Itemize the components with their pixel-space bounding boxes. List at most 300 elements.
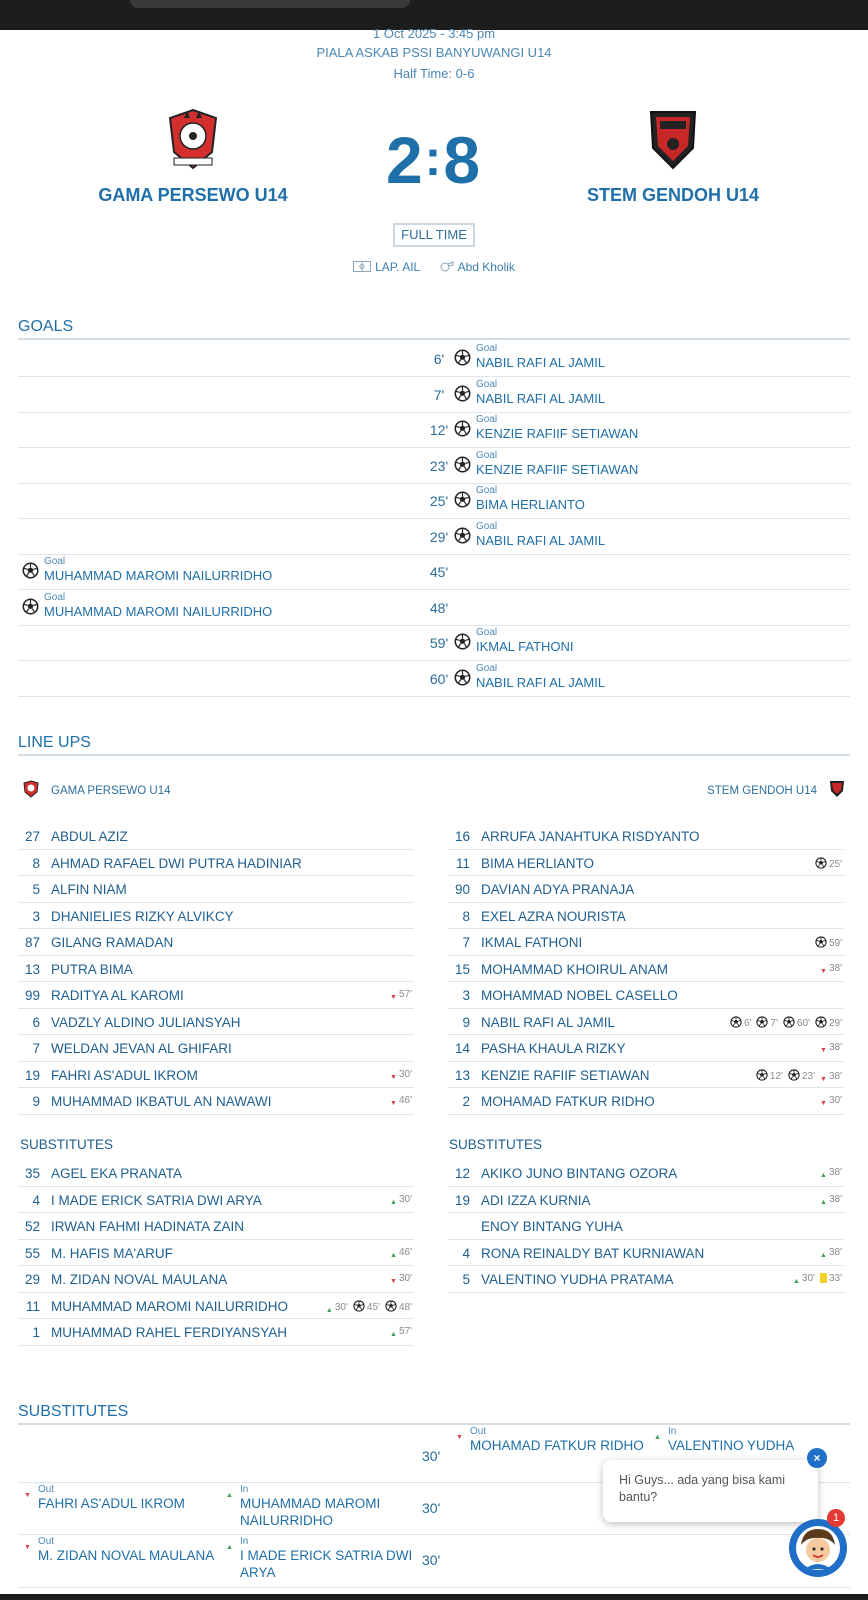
goal-ball — [454, 349, 471, 366]
event-minute: 38' — [828, 1167, 842, 1178]
goal-scorer[interactable]: KENZIE RAFIIF SETIAWAN — [476, 426, 639, 441]
player-row[interactable] — [448, 1088, 844, 1115]
match-status-badge: FULL TIME — [393, 223, 475, 247]
event-out — [820, 1095, 842, 1107]
arrow-up-icon: ▲ — [390, 1198, 397, 1206]
event-minute: 12' — [769, 1070, 783, 1082]
substitution-in[interactable] — [226, 1484, 381, 1528]
event-in — [820, 1167, 842, 1179]
player-name[interactable]: I MADE ERICK SATRIA DWI ARYA — [51, 1192, 262, 1208]
goal-scorer[interactable]: MUHAMMAD MAROMI NAILURRIDHO — [44, 568, 273, 583]
goal-ball — [454, 669, 471, 686]
event-minute: 30' — [398, 1068, 412, 1080]
chat-launcher-button[interactable] — [789, 1519, 847, 1577]
player-number: 5 — [462, 1272, 470, 1287]
player-row[interactable] — [448, 850, 844, 877]
chat-notification-badge: 1 — [827, 1509, 845, 1527]
player-number: 52 — [24, 1219, 40, 1234]
goal-row — [18, 520, 850, 555]
player-events — [385, 1069, 412, 1081]
substitution-out[interactable] — [24, 1484, 185, 1511]
player-number: 11 — [455, 855, 470, 871]
player-number: 13 — [454, 1067, 470, 1083]
player-name[interactable]: EXEL AZRA NOURISTA — [481, 908, 626, 924]
goal-scorer[interactable]: NABIL RAFI AL JAMIL — [476, 390, 606, 406]
arrow-down-icon: ▼ — [390, 1278, 397, 1285]
soccer-ball-icon — [22, 562, 39, 579]
player-number: 6 — [32, 1014, 40, 1030]
arrow-down-icon: ▼ — [820, 1075, 827, 1083]
player-events — [385, 1247, 412, 1259]
substitution-minute: 30' — [422, 1448, 441, 1464]
goal-scorer[interactable]: KENZIE RAFIIF SETIAWAN — [476, 461, 639, 477]
soccer-ball-icon — [756, 1016, 768, 1028]
arrow-up-icon: ▲ — [390, 1251, 397, 1259]
goal-label: Goal — [476, 414, 498, 425]
competition-name[interactable]: PIALA ASKAB PSSI BANYUWANGI U14 — [316, 45, 552, 60]
goal-minute: 60' — [429, 670, 449, 687]
away-team[interactable] — [548, 108, 798, 206]
arrow-down-icon: ▼ — [820, 1047, 827, 1054]
player-row[interactable] — [448, 1009, 844, 1036]
arrow-down-icon: ▼ — [390, 1073, 397, 1081]
substitution-in-player[interactable]: VALENTINO YUDHA — [668, 1438, 795, 1453]
substitution-in-player[interactable]: MUHAMMAD MAROMI NAILURRIDHO — [240, 1496, 381, 1528]
player-row[interactable] — [18, 823, 414, 850]
substitution-in[interactable] — [226, 1536, 413, 1580]
soccer-ball-icon — [454, 420, 471, 437]
arrow-down-icon: ▼ — [390, 1100, 397, 1107]
player-number: 35 — [24, 1166, 40, 1181]
soccer-ball-icon — [815, 936, 827, 948]
substitution-in-label: In — [240, 1484, 249, 1495]
player-row[interactable] — [448, 1035, 844, 1062]
player-name[interactable]: RADITYA AL KAROMI — [51, 988, 184, 1003]
player-number: 19 — [454, 1192, 470, 1208]
player-name[interactable]: MOHAMMAD KHOIRUL ANAM — [481, 961, 669, 977]
player-name[interactable]: FAHRI AS'ADUL IKROM — [51, 1067, 198, 1083]
player-events — [385, 1326, 412, 1338]
player-name[interactable]: ABDUL AZIZ — [51, 829, 128, 844]
event-minute: 30' — [398, 1193, 412, 1205]
soccer-ball-icon — [454, 527, 471, 544]
player-name[interactable]: AHMAD RAFAEL DWI PUTRA HADINIAR — [51, 855, 302, 871]
soccer-ball-icon — [454, 633, 471, 650]
player-row[interactable] — [448, 876, 844, 903]
player-row[interactable] — [18, 929, 414, 956]
event-minute: 38' — [828, 962, 842, 974]
goal-ball — [454, 385, 471, 402]
player-name[interactable]: IRWAN FAHMI HADINATA ZAIN — [51, 1219, 245, 1234]
player-number: 15 — [454, 961, 470, 977]
soccer-ball-icon — [454, 349, 471, 366]
player-name[interactable]: MUHAMMAD IKBATUL AN NAWAWI — [51, 1094, 272, 1109]
event-minute: 30' — [801, 1273, 815, 1284]
goal-label: Goal — [476, 343, 498, 354]
soccer-ball-icon — [756, 1069, 768, 1081]
soccer-ball-icon — [783, 1016, 795, 1028]
navigation-bar — [0, 1594, 868, 1600]
player-name[interactable]: MUHAMMAD RAHEL FERDIYANSYAH — [51, 1325, 288, 1340]
player-name[interactable]: MOHAMAD FATKUR RIDHO — [481, 1094, 655, 1109]
player-name[interactable]: VALENTINO YUDHA PRATAMA — [481, 1272, 674, 1287]
goal-scorer[interactable]: BIMA HERLIANTO — [476, 497, 585, 512]
player-events — [815, 963, 842, 975]
event-goal — [815, 1016, 842, 1031]
event-minute: 23' — [801, 1070, 816, 1082]
player-row[interactable] — [448, 1240, 844, 1267]
substitutions-section-title: SUBSTITUTES — [18, 1403, 850, 1425]
substitution-out-label: Out — [38, 1536, 55, 1547]
player-name[interactable]: DAVIAN ADYA PRANAJA — [481, 882, 635, 897]
goal-row — [18, 378, 850, 413]
chat-close-button[interactable]: × — [807, 1448, 827, 1468]
player-name[interactable]: MOHAMMAD NOBEL CASELLO — [481, 988, 678, 1003]
soccer-ball-icon — [788, 1069, 800, 1081]
status-bar — [0, 0, 868, 30]
event-out — [820, 963, 842, 975]
soccer-ball-icon — [353, 1300, 365, 1312]
player-events — [815, 1042, 842, 1054]
player-number: 99 — [24, 988, 40, 1003]
player-row[interactable] — [448, 903, 844, 930]
goal-ball — [22, 562, 39, 579]
goal-ball — [783, 1016, 795, 1031]
arrow-down-icon: ▼ — [820, 1100, 827, 1107]
player-name[interactable]: ENOY BINTANG YUHA — [481, 1219, 623, 1234]
player-number: 7 — [32, 1041, 40, 1056]
goal-ball — [730, 1016, 742, 1031]
event-yellow — [820, 1273, 842, 1284]
goal-label: Goal — [476, 627, 498, 638]
arrow-down-icon: ▼ — [24, 1492, 31, 1499]
player-number: 16 — [454, 829, 470, 844]
player-name[interactable]: PUTRA BIMA — [51, 961, 133, 977]
player-number: 8 — [462, 908, 470, 924]
goal-minute: 45' — [429, 564, 449, 580]
event-minute: 38' — [828, 1042, 842, 1053]
player-row[interactable] — [448, 1187, 844, 1214]
substitution-out-player[interactable]: MOHAMAD FATKUR RIDHO — [470, 1438, 644, 1453]
substitution-in[interactable] — [654, 1426, 795, 1453]
player-name[interactable]: PASHA KHAULA RIZKY — [481, 1041, 626, 1056]
final-score — [330, 122, 538, 198]
event-minute: 38' — [828, 1193, 842, 1205]
event-goal — [756, 1069, 783, 1084]
player-events — [815, 1167, 842, 1179]
player-events — [815, 1194, 842, 1206]
player-name[interactable]: AGEL EKA PRANATA — [51, 1166, 183, 1181]
substitution-minute: 30' — [422, 1552, 441, 1568]
soccer-ball-icon — [815, 1016, 827, 1028]
player-row[interactable] — [18, 1266, 414, 1293]
player-row[interactable] — [18, 1062, 414, 1089]
address-bar[interactable] — [130, 0, 410, 8]
arrow-up-icon: ▲ — [226, 1492, 233, 1499]
player-number: 90 — [454, 882, 470, 897]
event-minute: 6' — [743, 1017, 752, 1029]
goal-row — [18, 555, 850, 590]
goal-ball — [385, 1300, 397, 1315]
player-row[interactable] — [18, 1240, 414, 1267]
goal-label: Goal — [44, 591, 66, 603]
substitution-out-label: Out — [38, 1484, 55, 1495]
goal-label: Goal — [476, 378, 498, 390]
goal-label: Goal — [476, 520, 498, 532]
player-row[interactable] — [18, 1035, 414, 1062]
substitution-out-player[interactable]: FAHRI AS'ADUL IKROM — [38, 1496, 185, 1511]
player-name[interactable]: ADI IZZA KURNIA — [481, 1192, 591, 1208]
venue-name: LAP. AIL — [375, 260, 421, 274]
player-name[interactable]: ARRUFA JANAHTUKA RISDYANTO — [481, 829, 700, 844]
event-out — [390, 1095, 412, 1107]
arrow-down-icon: ▼ — [24, 1544, 31, 1551]
player-number: 87 — [24, 935, 40, 950]
event-minute: 30' — [828, 1095, 842, 1106]
player-number: 9 — [32, 1094, 40, 1109]
event-out — [820, 1042, 842, 1054]
goal-ball — [815, 857, 827, 872]
event-minute: 48' — [398, 1301, 412, 1313]
yellow-card-icon — [820, 1273, 827, 1283]
chat-avatar-icon — [789, 1519, 847, 1577]
event-minute: 29' — [828, 1017, 842, 1029]
match-header — [0, 28, 868, 84]
substitution-out-label: Out — [470, 1426, 487, 1437]
player-name[interactable]: WELDAN JEVAN AL GHIFARI — [51, 1041, 232, 1056]
player-name[interactable]: M. HAFIS MA'ARUF — [51, 1245, 173, 1261]
soccer-ball-icon — [385, 1300, 397, 1312]
player-row[interactable] — [18, 1293, 414, 1320]
event-minute: 57' — [398, 989, 412, 1000]
player-events — [788, 1273, 842, 1285]
player-events — [385, 989, 412, 1001]
home-score: 2 — [385, 123, 425, 197]
substitution-out[interactable] — [24, 1536, 215, 1563]
half-time-score: Half Time: 0-6 — [393, 66, 475, 81]
whistle-icon — [440, 260, 454, 272]
player-row[interactable] — [448, 823, 844, 850]
goal-row — [18, 342, 850, 377]
event-out — [390, 1069, 412, 1081]
substitution-out-player[interactable]: M. ZIDAN NOVAL MAULANA — [38, 1548, 215, 1563]
goal-ball — [22, 598, 39, 615]
lineups-section-title: LINE UPS — [18, 734, 850, 756]
event-minute: 57' — [398, 1326, 412, 1337]
player-name[interactable]: MUHAMMAD MAROMI NAILURRIDHO — [51, 1298, 289, 1314]
away-substitutes-label: SUBSTITUTES — [449, 1137, 543, 1152]
event-minute: 45' — [366, 1301, 380, 1313]
player-name[interactable]: DHANIELIES RIZKY ALVIKCY — [51, 908, 234, 924]
home-substitutes-list — [18, 1160, 414, 1346]
away-team-name[interactable]: STEM GENDOH U14 — [586, 185, 760, 205]
away-lineup-header — [707, 780, 845, 798]
home-team-logo-icon — [166, 108, 220, 172]
goal-row — [18, 484, 850, 519]
goal-minute: 6' — [433, 351, 445, 367]
arrow-up-icon: ▲ — [820, 1251, 827, 1259]
player-number: 19 — [24, 1067, 40, 1083]
player-events — [385, 1273, 412, 1285]
player-row[interactable] — [448, 956, 844, 983]
arrow-up-icon: ▲ — [325, 1306, 333, 1314]
goal-minute: 23' — [429, 457, 449, 474]
arrow-down-icon: ▼ — [820, 967, 827, 975]
player-number: 55 — [24, 1245, 40, 1261]
soccer-ball-icon — [22, 598, 39, 615]
player-row[interactable] — [448, 1160, 844, 1187]
event-in — [820, 1194, 842, 1206]
referee[interactable] — [440, 260, 515, 274]
goal-row — [18, 449, 850, 484]
substitution-out[interactable] — [456, 1426, 644, 1453]
home-team-name[interactable]: GAMA PERSEWO U14 — [98, 185, 288, 205]
chat-popup[interactable] — [603, 1460, 818, 1522]
player-events — [751, 1069, 842, 1084]
arrow-up-icon: ▲ — [226, 1544, 233, 1551]
player-name[interactable]: VADZLY ALDINO JULIANSYAH — [51, 1014, 241, 1030]
player-name[interactable]: RONA REINALDY BAT KURNIAWAN — [481, 1245, 705, 1261]
event-out — [390, 1273, 412, 1285]
goal-ball — [353, 1300, 365, 1315]
goal-scorer[interactable]: NABIL RAFI AL JAMIL — [476, 355, 606, 370]
player-row[interactable] — [448, 982, 844, 1009]
player-events — [810, 857, 842, 872]
player-row[interactable] — [18, 956, 414, 983]
chat-message: Hi Guys... ada yang bisa kami bantu? — [619, 1473, 786, 1504]
player-number: 13 — [24, 961, 40, 977]
player-number: 3 — [32, 908, 40, 924]
event-in — [390, 1247, 412, 1259]
event-in — [820, 1247, 842, 1259]
goal-minute: 48' — [429, 599, 449, 616]
player-row[interactable] — [18, 1088, 414, 1115]
away-lineup-list — [448, 823, 844, 1115]
away-substitutes-list — [448, 1160, 844, 1293]
player-row[interactable] — [18, 1213, 414, 1240]
goal-scorer[interactable]: NABIL RAFI AL JAMIL — [476, 674, 606, 690]
player-events — [385, 1095, 412, 1107]
soccer-ball-icon — [454, 456, 471, 473]
player-row[interactable] — [18, 1319, 414, 1346]
player-events — [815, 1247, 842, 1259]
away-score: 8 — [443, 123, 483, 197]
goal-label: Goal — [476, 485, 498, 496]
home-team-small-logo-icon — [23, 780, 39, 798]
arrow-up-icon: ▲ — [820, 1198, 827, 1206]
goal-row — [18, 626, 850, 661]
player-row[interactable] — [448, 929, 844, 956]
player-number: 29 — [24, 1272, 40, 1287]
player-row[interactable] — [18, 982, 414, 1009]
goal-label: Goal — [44, 556, 66, 567]
arrow-up-icon: ▲ — [820, 1172, 827, 1179]
event-goal — [385, 1300, 412, 1315]
goal-ball — [815, 1016, 827, 1031]
home-substitutes-label: SUBSTITUTES — [20, 1137, 114, 1152]
event-minute: 38' — [828, 1246, 842, 1258]
player-row[interactable] — [448, 1062, 844, 1089]
goal-label: Goal — [476, 449, 498, 461]
event-out — [390, 989, 412, 1001]
arrow-down-icon: ▼ — [456, 1434, 463, 1441]
player-number: 7 — [462, 935, 470, 950]
goal-scorer[interactable]: MUHAMMAD MAROMI NAILURRIDHO — [44, 603, 273, 619]
player-name[interactable]: M. ZIDAN NOVAL MAULANA — [51, 1272, 228, 1287]
substitution-row — [18, 1536, 850, 1588]
goal-scorer[interactable]: IKMAL FATHONI — [476, 639, 574, 654]
away-lineup-team-name: STEM GENDOH U14 — [707, 785, 817, 797]
goal-ball — [454, 456, 471, 473]
soccer-ball-icon — [454, 385, 471, 402]
goal-ball — [756, 1016, 768, 1031]
goal-ball — [454, 527, 471, 544]
event-in — [793, 1273, 815, 1285]
arrow-up-icon: ▲ — [792, 1278, 800, 1285]
arrow-down-icon: ▼ — [390, 994, 397, 1001]
event-minute: 46' — [398, 1095, 412, 1106]
home-team[interactable] — [68, 108, 318, 206]
player-name[interactable]: KENZIE RAFIIF SETIAWAN — [481, 1067, 650, 1083]
player-name[interactable]: GILANG RAMADAN — [51, 935, 174, 950]
substitution-in-label: In — [240, 1536, 249, 1547]
player-row[interactable] — [18, 1160, 414, 1187]
player-row[interactable] — [18, 850, 414, 877]
player-row[interactable] — [18, 1187, 414, 1214]
event-minute: 38' — [828, 1070, 842, 1082]
player-events — [321, 1300, 412, 1315]
soccer-ball-icon — [815, 857, 827, 869]
venue[interactable] — [353, 260, 420, 274]
home-lineup-team-name: GAMA PERSEWO U14 — [51, 785, 171, 797]
goal-ball — [788, 1069, 800, 1084]
event-minute: 59' — [828, 938, 842, 949]
player-row[interactable] — [18, 1009, 414, 1036]
player-name[interactable]: ALFIN NIAM — [51, 882, 127, 897]
substitution-minute: 30' — [422, 1500, 441, 1516]
player-number: 4 — [462, 1245, 470, 1261]
player-row[interactable] — [18, 903, 414, 930]
player-row[interactable] — [18, 876, 414, 903]
substitution-in-player[interactable]: I MADE ERICK SATRIA DWI ARYA — [240, 1548, 413, 1580]
goal-ball — [454, 491, 471, 508]
substitution-in-label: In — [668, 1426, 677, 1437]
player-number: 3 — [462, 988, 470, 1003]
event-goal — [783, 1016, 810, 1031]
player-number: 27 — [24, 829, 40, 844]
home-lineup-list — [18, 823, 414, 1115]
player-events — [385, 1194, 412, 1206]
player-number: 8 — [32, 855, 40, 871]
player-row[interactable] — [448, 1266, 844, 1293]
event-goal — [756, 1016, 777, 1031]
event-goal — [815, 857, 842, 872]
referee-name: Abd Kholik — [457, 260, 515, 274]
event-in — [390, 1194, 412, 1206]
event-goal — [353, 1300, 380, 1315]
player-name[interactable]: IKMAL FATHONI — [481, 935, 583, 950]
goal-scorer[interactable]: NABIL RAFI AL JAMIL — [476, 532, 606, 548]
event-minute: 30' — [398, 1273, 412, 1284]
player-name[interactable]: BIMA HERLIANTO — [481, 855, 595, 871]
player-name[interactable]: NABIL RAFI AL JAMIL — [481, 1014, 616, 1030]
player-number: 4 — [32, 1192, 40, 1208]
event-minute: 25' — [828, 858, 842, 870]
goal-ball — [756, 1069, 768, 1084]
player-name[interactable]: AKIKO JUNO BINTANG OZORA — [481, 1166, 678, 1181]
event-minute: 33' — [828, 1273, 842, 1284]
player-row[interactable] — [448, 1213, 844, 1240]
